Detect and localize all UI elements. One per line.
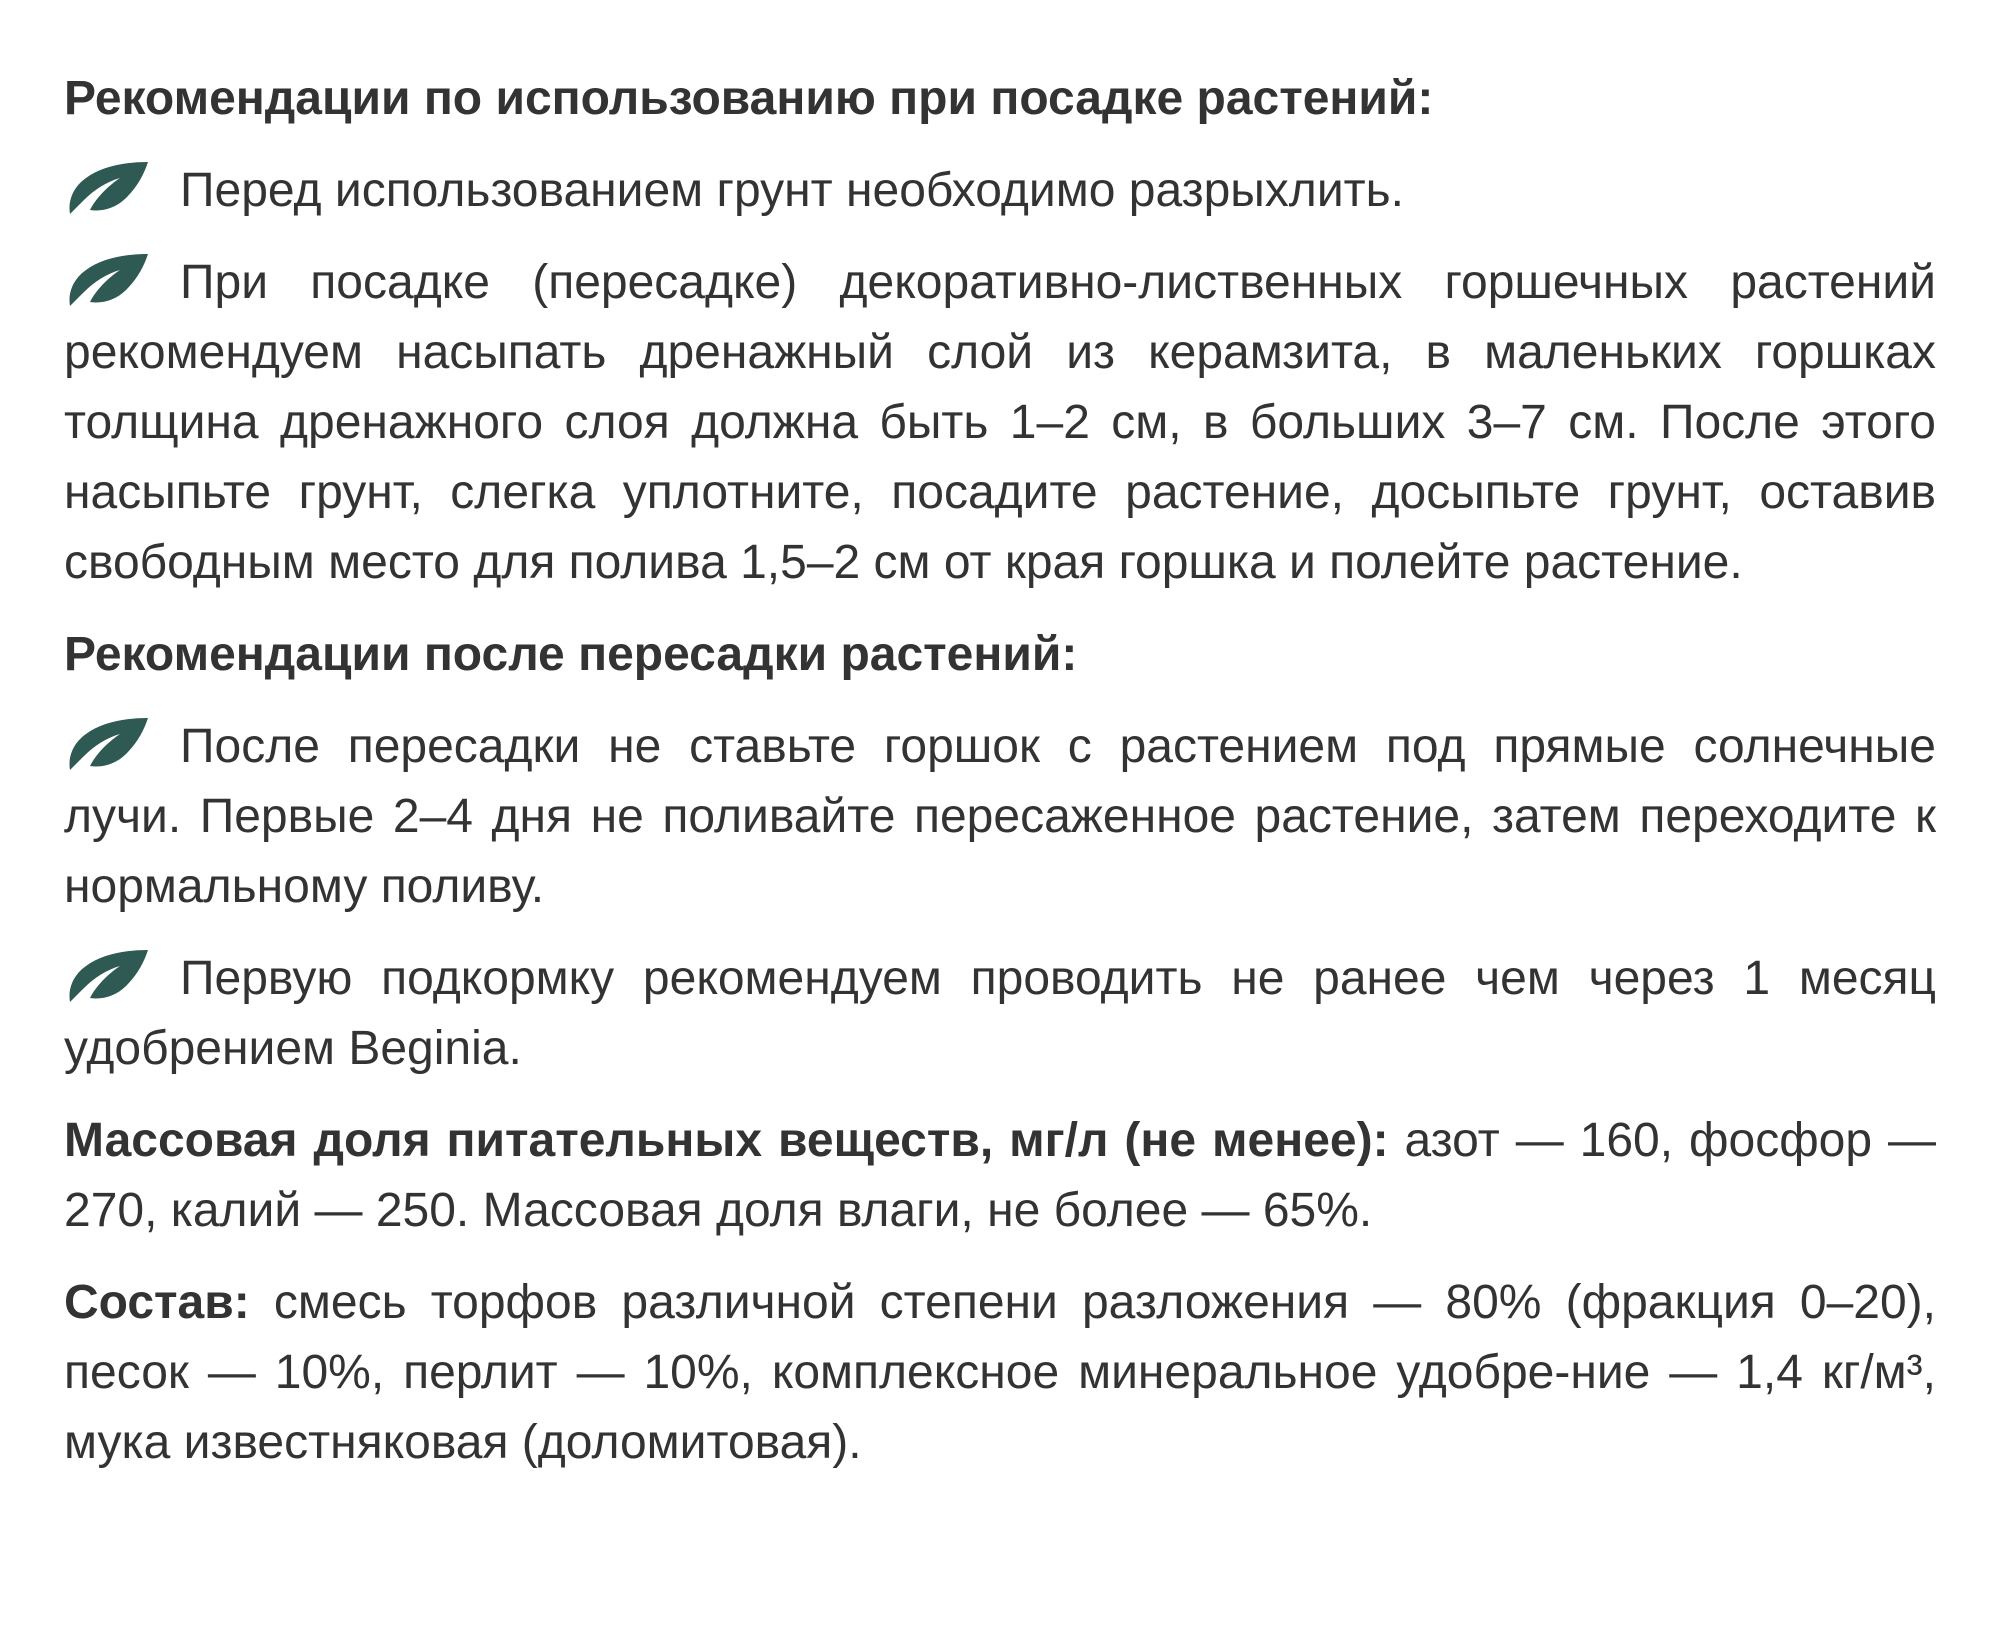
leaf-icon [64, 716, 152, 772]
after-item-1 [64, 712, 1936, 922]
after-item-1-text: После пересадки не ставьте горшок с растением под прямые солнечные лучи. Первые 2–4 дня не поливайте пересаженное растение, затем переходите к нормальному поливу. [64, 720, 1936, 913]
after-item-2-text: Первую подкормку рекомендуем проводить не ранее чем через 1 месяц удобрением Beginia. [64, 952, 1936, 1075]
composition-text: смесь торфов различной степени разложения — 80% (фракция 0–20), песок — 10%, перлит — 10%, комплексное минеральное удобре-ние — 1,4 кг/м³, мука известняковая (доломитовая). [64, 1276, 1936, 1469]
nutrients-paragraph [64, 1106, 1936, 1246]
planting-item-2 [64, 248, 1936, 598]
nutrients-label: Массовая доля питательных веществ, мг/л (не менее): [64, 1114, 1389, 1167]
nutrients-text: азот — 160, фосфор — 270, калий — 250. Массовая доля влаги, не более — 65%. [64, 1114, 1937, 1237]
planting-item-1 [64, 156, 1936, 226]
planting-item-1-text: Перед использованием грунт необходимо разрыхлить. [180, 164, 1404, 217]
leaf-icon [64, 160, 152, 216]
leaf-icon [64, 252, 152, 308]
composition-paragraph [64, 1268, 1936, 1478]
planting-item-2-text: При посадке (пересадке) декоративно-лиственных горшечных растений рекомендуем насыпать дренажный слой из керамзита, в маленьких горшках толщина дренажного слоя должна быть 1–2 см, в больших 3–7 см. После этого насыпьте грунт, слегка уплотните, посадите растение, досыпьте грунт, оставив свободным место для полива 1,5–2 см от края горшка и полейте растение. [64, 256, 1936, 589]
after-item-2 [64, 944, 1936, 1084]
planting-heading: Рекомендации по использованию при посадке растений: [64, 72, 1434, 125]
leaf-icon [64, 948, 152, 1004]
composition-label: Состав: [64, 1276, 250, 1329]
after-heading: Рекомендации после пересадки растений: [64, 628, 1078, 681]
